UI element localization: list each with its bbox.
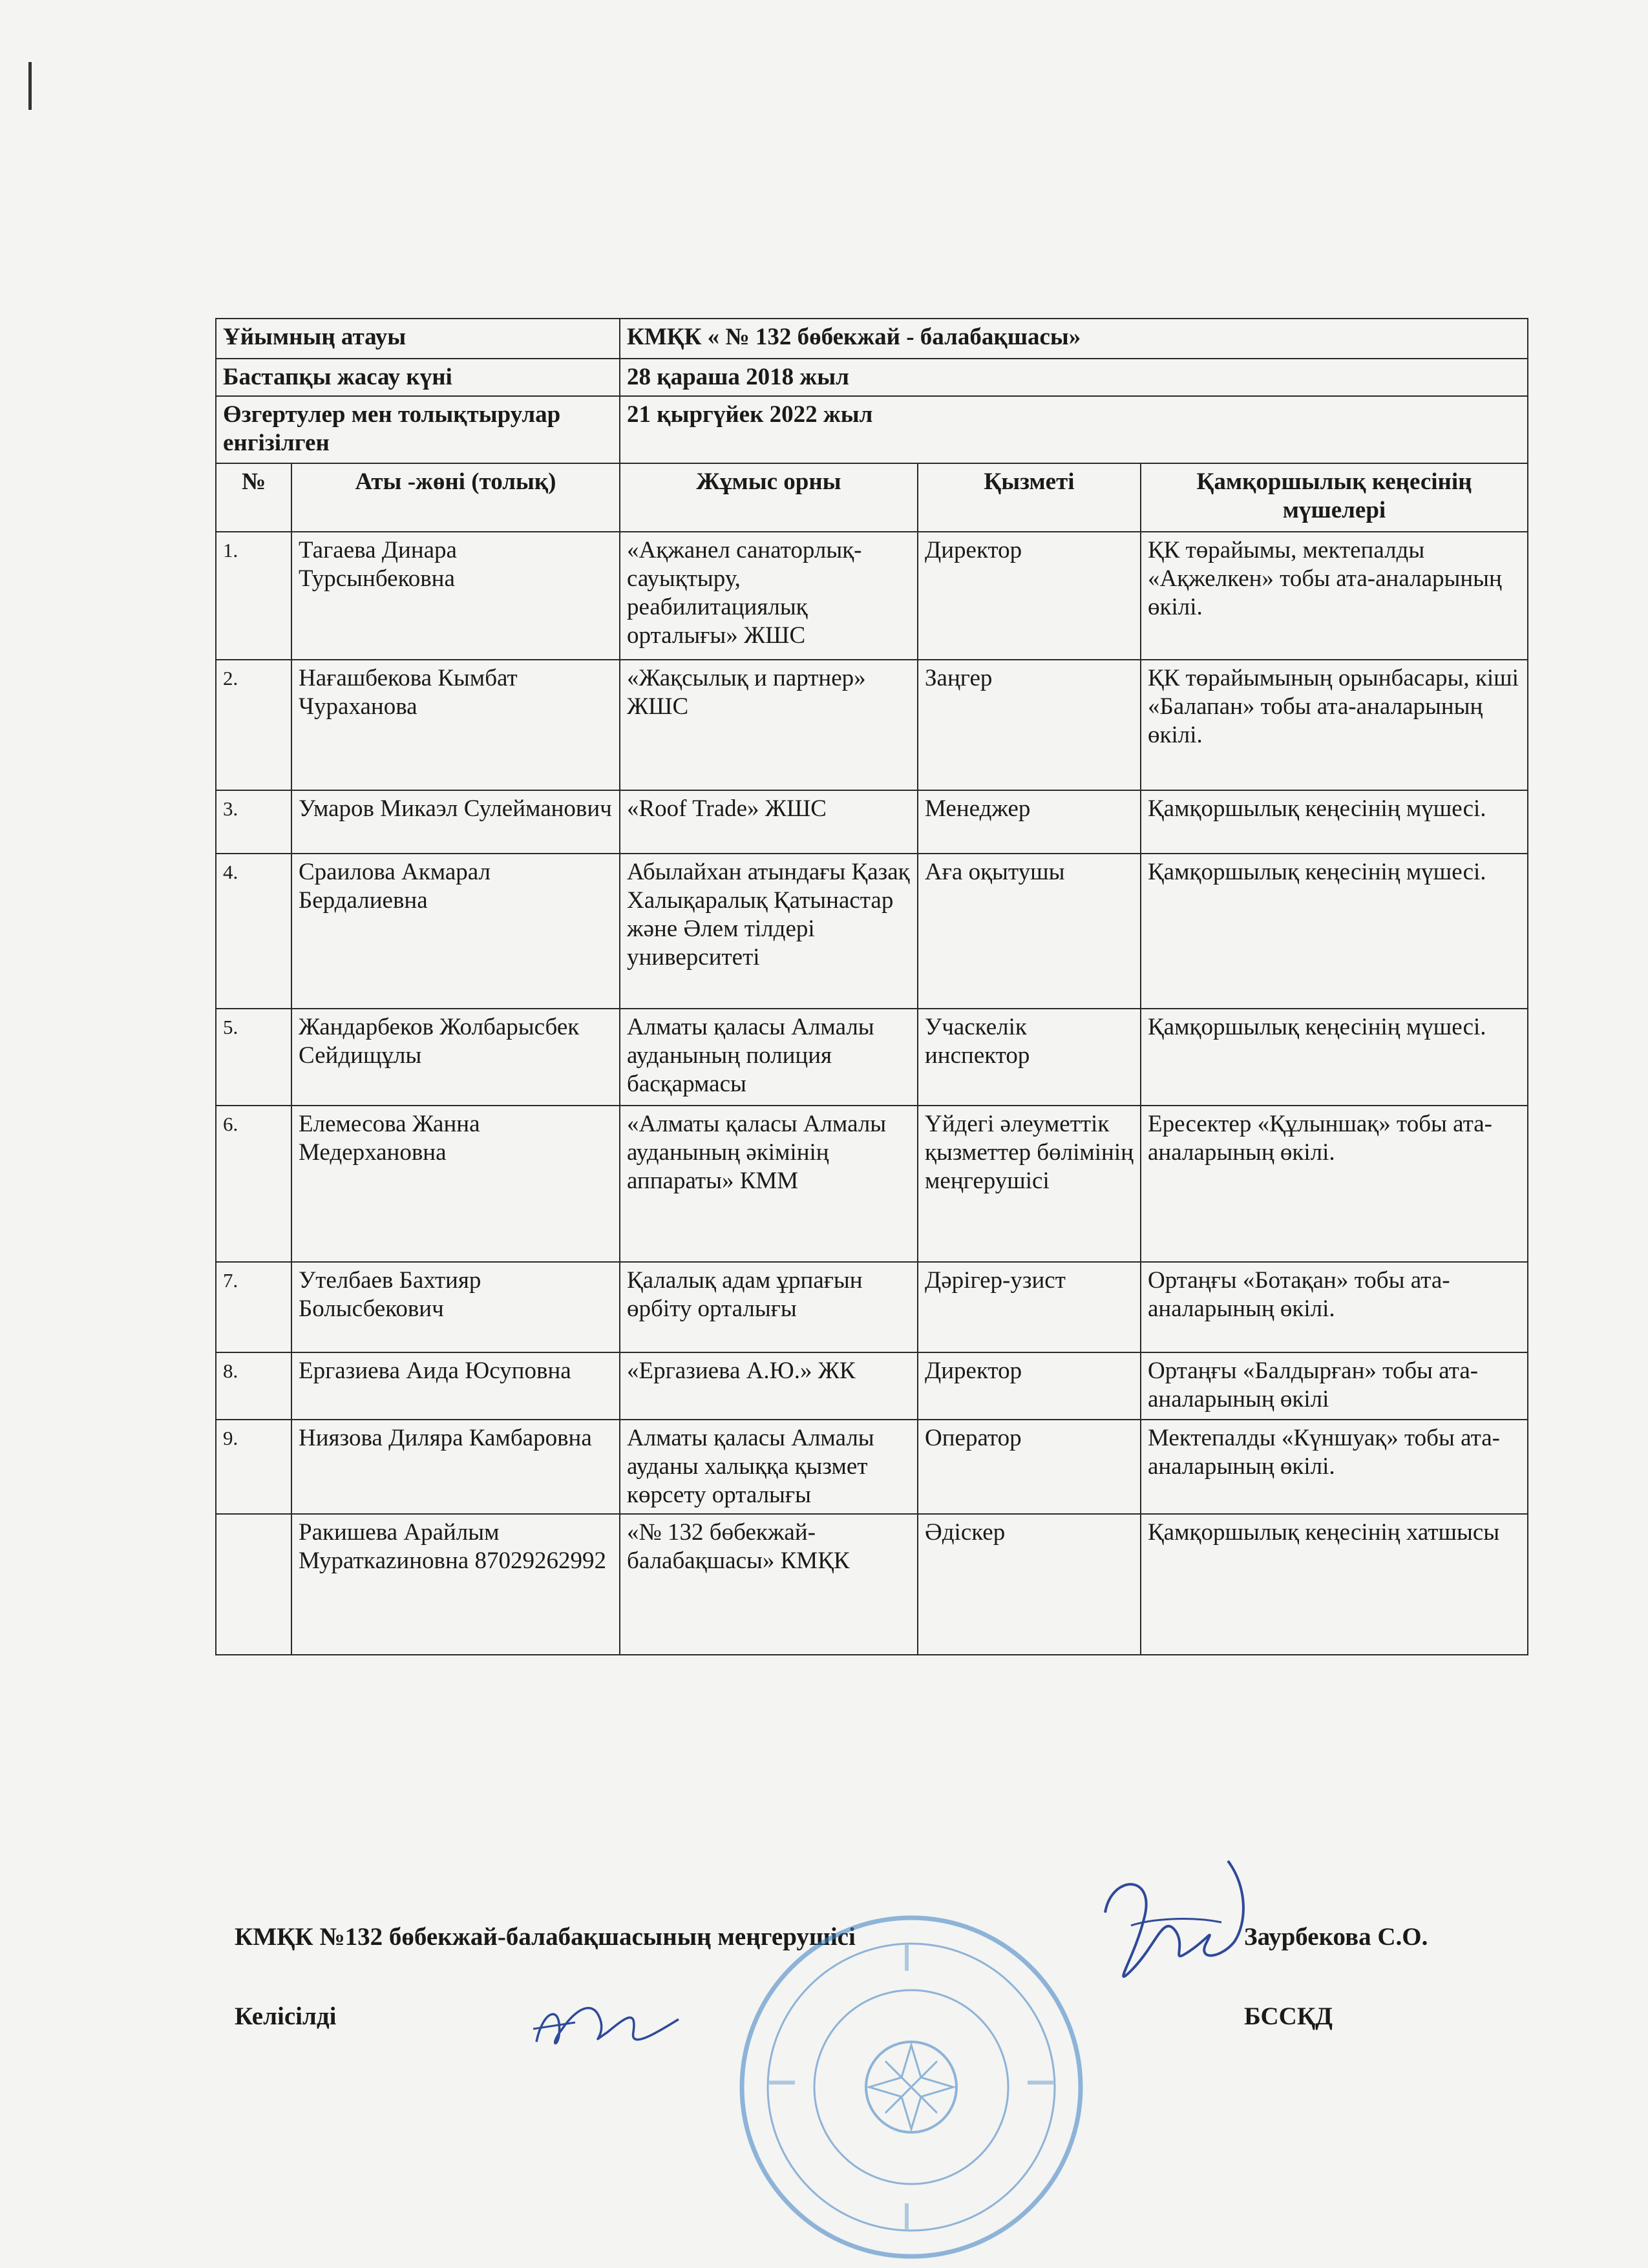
cell-position: Аға оқытушы (918, 854, 1141, 1009)
cell-position: Учаскелік инспектор (918, 1009, 1141, 1106)
cell-num: 4. (216, 854, 291, 1009)
org-name-label: Ұйымның атауы (216, 319, 620, 359)
cell-num: 3. (216, 790, 291, 854)
cell-work: Абылайхан атындағы Қазақ Халықаралық Қатынастар және Әлем тілдері университеті (620, 854, 918, 1009)
cell-role: Қамқоршылық кеңесінің хатшысы (1141, 1514, 1528, 1655)
cell-role: Ортаңғы «Ботақан» тобы ата-аналарының өкілі. (1141, 1262, 1528, 1352)
created-date-value: 28 қараша 2018 жыл (620, 359, 1528, 396)
board-members-table (215, 318, 1528, 1655)
cell-name: Ергазиева Аида Юсуповна (291, 1352, 620, 1420)
table-row (216, 790, 1528, 854)
agreed-label: Келісілді (235, 2002, 337, 2030)
round-seal-stamp (730, 1906, 1092, 2268)
head-title: КМҚК №132 бөбекжай-балабақшасының меңгерушісі (235, 1923, 856, 1951)
cell-name: Сраилова Акмарал Бердалиевна (291, 854, 620, 1009)
column-header-row (216, 463, 1528, 532)
col-header-name: Аты -жөні (толық) (291, 463, 620, 532)
cell-position: Заңгер (918, 660, 1141, 790)
col-header-role: Қамқоршылық кеңесінің мүшелері (1141, 463, 1528, 532)
cell-role: ҚК төрайымының орынбасары, кіші «Балапан» тобы ата-аналарының өкілі. (1141, 660, 1528, 790)
table-row (216, 660, 1528, 790)
created-date-label: Бастапқы жасау күні (216, 359, 620, 396)
changed-date-value: 21 қыргүйек 2022 жыл (620, 396, 1528, 463)
cell-num (216, 1514, 291, 1655)
cell-role: Қамқоршылық кеңесінің мүшесі. (1141, 790, 1528, 854)
cell-position: Менеджер (918, 790, 1141, 854)
agreed-signature (523, 1984, 692, 2061)
changed-date-label: Өзгертулер мен толықтырулар енгізілген (216, 396, 620, 463)
cell-position: Дәрігер-узист (918, 1262, 1141, 1352)
changed-date-row (216, 396, 1528, 463)
cell-name: Жандарбеков Жолбарысбек Сейдищұлы (291, 1009, 620, 1106)
cell-role: Ересектер «Құлыншақ» тобы ата-аналарының өкілі. (1141, 1106, 1528, 1262)
col-header-work: Жұмыс орны (620, 463, 918, 532)
cell-role: ҚК төрайымы, мектепалды «Ақжелкен» тобы ата-аналарының өкілі. (1141, 532, 1528, 660)
agreed-by: БССҚД (1244, 2002, 1333, 2030)
cell-num: 8. (216, 1352, 291, 1420)
org-name-row (216, 319, 1528, 359)
cell-num: 2. (216, 660, 291, 790)
cell-work: «Roof Trade» ЖШС (620, 790, 918, 854)
table-row (216, 1352, 1528, 1420)
cell-position: Үйдегі әлеуметтік қызметтер бөлімінің меңгерушісі (918, 1106, 1141, 1262)
cell-role: Қамқоршылық кеңесінің мүшесі. (1141, 854, 1528, 1009)
cell-num: 9. (216, 1420, 291, 1514)
created-date-row (216, 359, 1528, 396)
table-row (216, 1106, 1528, 1262)
table-row (216, 854, 1528, 1009)
table-row (216, 1420, 1528, 1514)
cell-role: Қамқоршылық кеңесінің мүшесі. (1141, 1009, 1528, 1106)
cell-num: 5. (216, 1009, 291, 1106)
cell-work: Қалалық адам ұрпағын өрбіту орталығы (620, 1262, 918, 1352)
cell-position: Оператор (918, 1420, 1141, 1514)
cell-role: Мектепалды «Күншуақ» тобы ата-аналарының өкілі. (1141, 1420, 1528, 1514)
cell-position: Директор (918, 1352, 1141, 1420)
cell-name: Ниязова Диляра Камбаровна (291, 1420, 620, 1514)
cell-work: Алматы қаласы Алмалы ауданы халыққа қызмет көрсету орталығы (620, 1420, 918, 1514)
cell-name: Умаров Микаэл Сулейманович (291, 790, 620, 854)
cell-work: «Жақсылық и партнер» ЖШС (620, 660, 918, 790)
table-row (216, 1514, 1528, 1655)
cell-position: Директор (918, 532, 1141, 660)
cell-name: Ракишева Арайлым Мураткazиновна 87029262992 (291, 1514, 620, 1655)
cell-name: Тагаева Динара Турсынбековна (291, 532, 620, 660)
cell-role: Ортаңғы «Балдырған» тобы ата-аналарының өкілі (1141, 1352, 1528, 1420)
head-name: Заурбекова С.О. (1244, 1923, 1428, 1951)
head-signature (1073, 1835, 1267, 2029)
cell-work: «Ақжанел санаторлық-сауықтыру, реабилитациялық орталығы» ЖШС (620, 532, 918, 660)
table-row (216, 1262, 1528, 1352)
table-row (216, 532, 1528, 660)
table-row (216, 1009, 1528, 1106)
cell-num: 7. (216, 1262, 291, 1352)
cell-work: «Алматы қаласы Алмалы ауданының әкімінің аппараты» КММ (620, 1106, 918, 1262)
cell-work: «№ 132 бөбекжай-балабақшасы» КМҚК (620, 1514, 918, 1655)
col-header-num: № (216, 463, 291, 532)
org-name-value: КМҚК « № 132 бөбекжай - балабақшасы» (620, 319, 1528, 359)
cell-name: Нағашбекова Кымбат Чураханова (291, 660, 620, 790)
scan-edge-mark (28, 62, 32, 110)
cell-work: «Ергазиева А.Ю.» ЖК (620, 1352, 918, 1420)
cell-work: Алматы қаласы Алмалы ауданының полиция басқармасы (620, 1009, 918, 1106)
cell-num: 6. (216, 1106, 291, 1262)
cell-position: Әдіскер (918, 1514, 1141, 1655)
cell-num: 1. (216, 532, 291, 660)
cell-name: Утелбаев Бахтияр Болысбекович (291, 1262, 620, 1352)
cell-name: Елемесова Жанна Медерхановна (291, 1106, 620, 1262)
col-header-position: Қызметі (918, 463, 1141, 532)
